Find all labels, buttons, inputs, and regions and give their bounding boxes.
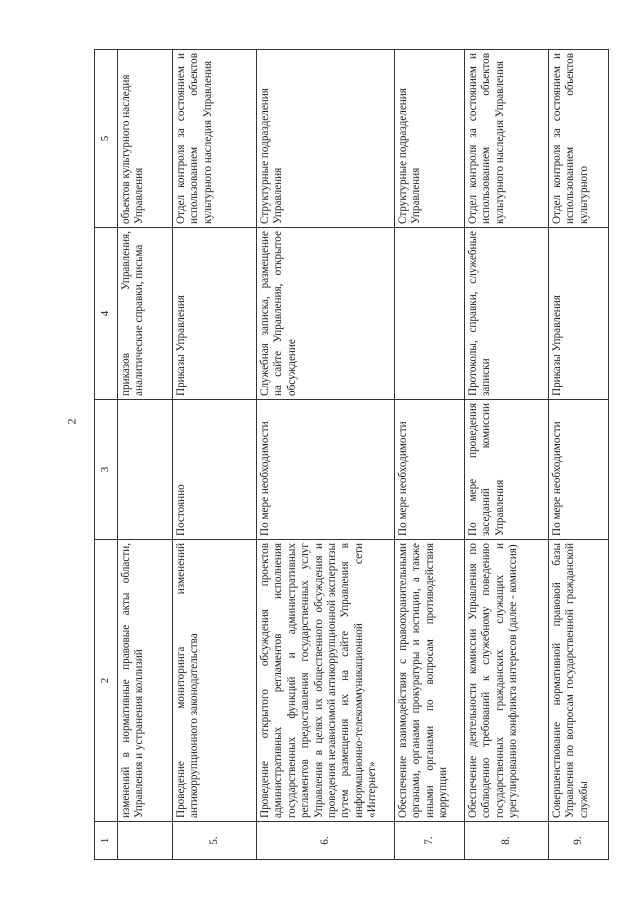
responsible-cell: Отдел контроля за состоянием и использованием объектов культурного [549,50,609,228]
responsible-cell: объектов культурного наследия Управления [118,50,173,228]
result-cell: приказов Управления, аналитические справки, письма [118,228,173,400]
activity-cell: Совершенствование нормативной правовой базы Управления по вопросам государственной гражданской службы [549,540,609,822]
rotated-page-content [94,50,609,860]
row-number: 6. [257,822,395,860]
column-header: 2 [95,540,118,822]
activity-cell: Проведение открытого обсуждения проектов административных регламентов исполнения государственных функций и административных регламентов предоставления государственных услуг Управления в целях их общественного обсуждения и проведения независимой антикоррупционной экспертизы путем размещения их на сайте Управления в информационно-телекоммуникационной сети «Интернет» [257,540,395,822]
row-number [118,822,173,860]
result-cell: Служебная записка, размещение на сайте Управления, открытое обсуждение [257,228,395,400]
column-header: 4 [95,228,118,400]
responsible-cell: Отдел контроля за состоянием и использованием объектов культурного наследия Управления [465,50,549,228]
table-row [395,50,465,860]
activity-cell: Обеспечение деятельности комиссии Управления по соблюдению требований к служебному поведению государственных гражданских служащих и урегулированию конфликта интересов (далее - комиссия) [465,540,549,822]
row-number: 8. [465,822,549,860]
column-header: 5 [95,50,118,228]
anti-corruption-plan-table [94,49,609,860]
responsible-cell: Структурные подразделения Управления [395,50,465,228]
column-header: 1 [95,822,118,860]
result-cell: Приказы Управления [173,228,257,400]
table-row [257,50,395,860]
activity-cell: Обеспечение взаимодействия с правоохранительными органами, органами прокуратуры и юстиции, а также иными органами по вопросам противодействия коррупции [395,540,465,822]
table-row [465,50,549,860]
term-cell [118,400,173,540]
term-cell: По мере необходимости [257,400,395,540]
activity-cell: Проведение мониторинга изменений антикоррупционного законодательства [173,540,257,822]
row-number: 7. [395,822,465,860]
table-header-row [95,50,118,860]
activity-cell: изменений в нормативные правовые акты области, Управления и устранения коллизий [118,540,173,822]
result-cell: Протоколы, справки, служебные записки [465,228,549,400]
result-cell: Приказы Управления [549,228,609,400]
table-row [118,50,173,860]
responsible-cell: Отдел контроля за состоянием и использованием объектов культурного наследия Управления [173,50,257,228]
column-header: 3 [95,400,118,540]
responsible-cell: Структурные подразделения Управления [257,50,395,228]
term-cell: По мере необходимости [549,400,609,540]
row-number: 9. [549,822,609,860]
row-number: 5. [173,822,257,860]
term-cell: По мере необходимости [395,400,465,540]
term-cell: Постоянно [173,400,257,540]
table-row [549,50,609,860]
page-number: 2 [64,418,79,425]
term-cell: По мере проведения заседаний комиссии Управления [465,400,549,540]
table-row [173,50,257,860]
result-cell [395,228,465,400]
